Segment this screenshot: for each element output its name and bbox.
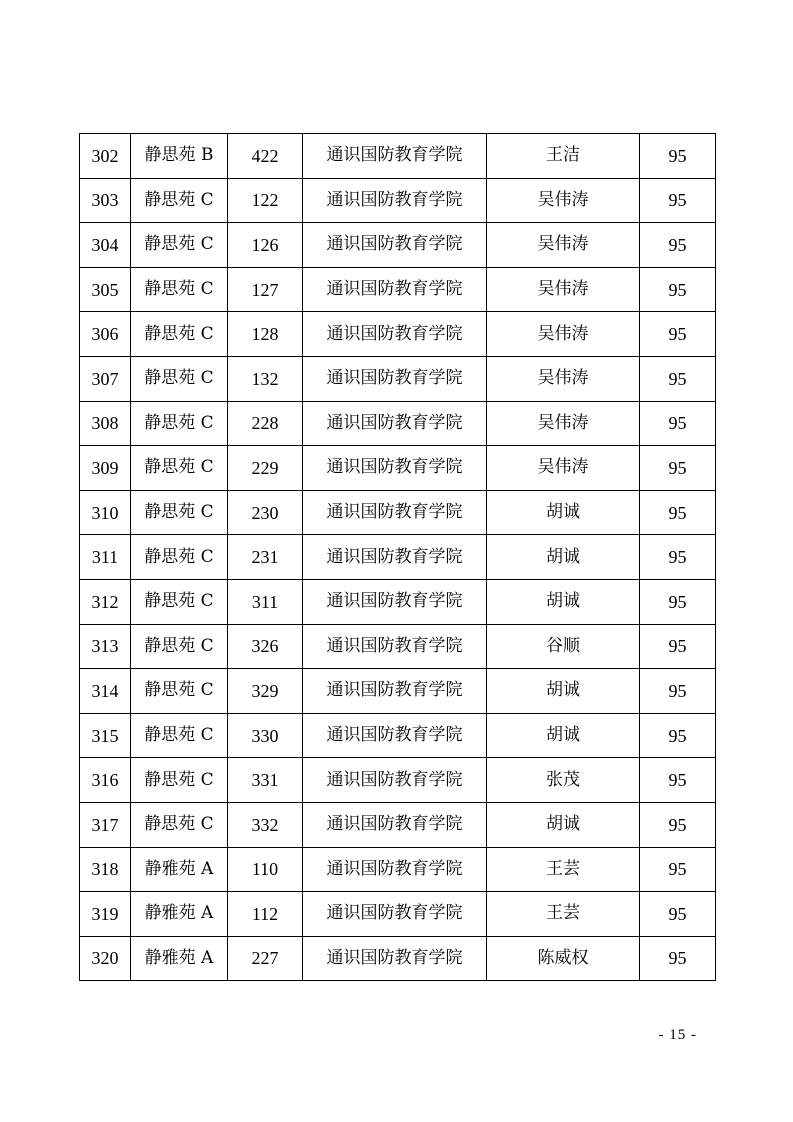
cell-person: 胡诚 [487, 713, 640, 758]
table-row [80, 267, 716, 312]
table-row [80, 802, 716, 847]
cell-number: 310 [80, 490, 131, 535]
cell-score: 95 [640, 758, 716, 803]
table-row [80, 579, 716, 624]
cell-number: 315 [80, 713, 131, 758]
cell-room: 122 [228, 178, 303, 223]
cell-building: 静思苑 C [131, 356, 228, 401]
cell-number: 309 [80, 446, 131, 491]
cell-score: 95 [640, 802, 716, 847]
cell-person: 吴伟涛 [487, 312, 640, 357]
cell-person: 吴伟涛 [487, 356, 640, 401]
cell-person: 吴伟涛 [487, 223, 640, 268]
cell-college: 通识国防教育学院 [303, 223, 487, 268]
table-row [80, 401, 716, 446]
cell-college: 通识国防教育学院 [303, 892, 487, 937]
cell-number: 317 [80, 802, 131, 847]
table-row [80, 758, 716, 803]
cell-number: 303 [80, 178, 131, 223]
cell-score: 95 [640, 223, 716, 268]
cell-room: 229 [228, 446, 303, 491]
cell-score: 95 [640, 713, 716, 758]
table-row [80, 892, 716, 937]
cell-building: 静雅苑 A [131, 847, 228, 892]
cell-building: 静思苑 C [131, 178, 228, 223]
cell-number: 313 [80, 624, 131, 669]
cell-room: 127 [228, 267, 303, 312]
cell-score: 95 [640, 535, 716, 580]
cell-room: 331 [228, 758, 303, 803]
cell-building: 静思苑 C [131, 312, 228, 357]
cell-college: 通识国防教育学院 [303, 579, 487, 624]
cell-number: 316 [80, 758, 131, 803]
cell-college: 通识国防教育学院 [303, 624, 487, 669]
table-row [80, 847, 716, 892]
cell-person: 胡诚 [487, 490, 640, 535]
cell-building: 静思苑 C [131, 802, 228, 847]
cell-room: 227 [228, 936, 303, 981]
cell-score: 95 [640, 178, 716, 223]
cell-building: 静思苑 C [131, 490, 228, 535]
cell-person: 谷顺 [487, 624, 640, 669]
cell-score: 95 [640, 356, 716, 401]
cell-person: 吴伟涛 [487, 267, 640, 312]
cell-college: 通识国防教育学院 [303, 713, 487, 758]
cell-person: 吴伟涛 [487, 178, 640, 223]
cell-person: 张茂 [487, 758, 640, 803]
cell-college: 通识国防教育学院 [303, 134, 487, 179]
cell-building: 静思苑 C [131, 579, 228, 624]
table-body [80, 134, 716, 981]
cell-score: 95 [640, 446, 716, 491]
table-row [80, 936, 716, 981]
cell-score: 95 [640, 401, 716, 446]
cell-college: 通识国防教育学院 [303, 847, 487, 892]
cell-person: 吴伟涛 [487, 446, 640, 491]
cell-building: 静思苑 C [131, 446, 228, 491]
table-row [80, 312, 716, 357]
cell-college: 通识国防教育学院 [303, 178, 487, 223]
table-row [80, 446, 716, 491]
cell-room: 329 [228, 669, 303, 714]
cell-building: 静思苑 C [131, 758, 228, 803]
cell-room: 326 [228, 624, 303, 669]
cell-room: 330 [228, 713, 303, 758]
cell-score: 95 [640, 134, 716, 179]
cell-number: 304 [80, 223, 131, 268]
table-row [80, 713, 716, 758]
cell-score: 95 [640, 624, 716, 669]
cell-building: 静雅苑 A [131, 892, 228, 937]
cell-score: 95 [640, 312, 716, 357]
cell-college: 通识国防教育学院 [303, 802, 487, 847]
cell-number: 319 [80, 892, 131, 937]
cell-score: 95 [640, 847, 716, 892]
cell-score: 95 [640, 936, 716, 981]
cell-room: 126 [228, 223, 303, 268]
cell-building: 静思苑 C [131, 535, 228, 580]
cell-building: 静雅苑 A [131, 936, 228, 981]
cell-building: 静思苑 C [131, 713, 228, 758]
table-row [80, 178, 716, 223]
cell-number: 320 [80, 936, 131, 981]
table-row [80, 223, 716, 268]
cell-college: 通识国防教育学院 [303, 267, 487, 312]
cell-building: 静思苑 C [131, 624, 228, 669]
cell-room: 110 [228, 847, 303, 892]
cell-room: 332 [228, 802, 303, 847]
cell-college: 通识国防教育学院 [303, 490, 487, 535]
table-row [80, 134, 716, 179]
table-row [80, 624, 716, 669]
cell-score: 95 [640, 579, 716, 624]
cell-number: 305 [80, 267, 131, 312]
cell-building: 静思苑 C [131, 267, 228, 312]
cell-person: 胡诚 [487, 669, 640, 714]
cell-room: 112 [228, 892, 303, 937]
cell-number: 307 [80, 356, 131, 401]
cell-person: 陈威权 [487, 936, 640, 981]
cell-room: 228 [228, 401, 303, 446]
cell-person: 胡诚 [487, 535, 640, 580]
cell-room: 230 [228, 490, 303, 535]
cell-room: 132 [228, 356, 303, 401]
cell-score: 95 [640, 490, 716, 535]
cell-college: 通识国防教育学院 [303, 936, 487, 981]
cell-person: 吴伟涛 [487, 401, 640, 446]
cell-score: 95 [640, 267, 716, 312]
cell-number: 312 [80, 579, 131, 624]
cell-number: 308 [80, 401, 131, 446]
cell-college: 通识国防教育学院 [303, 758, 487, 803]
cell-college: 通识国防教育学院 [303, 356, 487, 401]
cell-room: 231 [228, 535, 303, 580]
cell-college: 通识国防教育学院 [303, 669, 487, 714]
page-number: - 15 - [658, 1027, 697, 1043]
cell-college: 通识国防教育学院 [303, 312, 487, 357]
cell-score: 95 [640, 892, 716, 937]
table-row [80, 535, 716, 580]
cell-score: 95 [640, 669, 716, 714]
cell-person: 王芸 [487, 847, 640, 892]
cell-room: 311 [228, 579, 303, 624]
cell-number: 318 [80, 847, 131, 892]
cell-person: 王芸 [487, 892, 640, 937]
cell-college: 通识国防教育学院 [303, 446, 487, 491]
cell-building: 静思苑 C [131, 669, 228, 714]
cell-room: 422 [228, 134, 303, 179]
cell-building: 静思苑 B [131, 134, 228, 179]
table-row [80, 356, 716, 401]
cell-number: 311 [80, 535, 131, 580]
cell-building: 静思苑 C [131, 401, 228, 446]
cell-number: 302 [80, 134, 131, 179]
cell-college: 通识国防教育学院 [303, 401, 487, 446]
cell-number: 306 [80, 312, 131, 357]
cell-person: 王洁 [487, 134, 640, 179]
cell-number: 314 [80, 669, 131, 714]
cell-person: 胡诚 [487, 802, 640, 847]
table-row [80, 669, 716, 714]
cell-college: 通识国防教育学院 [303, 535, 487, 580]
cell-room: 128 [228, 312, 303, 357]
cell-person: 胡诚 [487, 579, 640, 624]
table-row [80, 490, 716, 535]
cell-building: 静思苑 C [131, 223, 228, 268]
dormitory-score-table [79, 133, 716, 981]
